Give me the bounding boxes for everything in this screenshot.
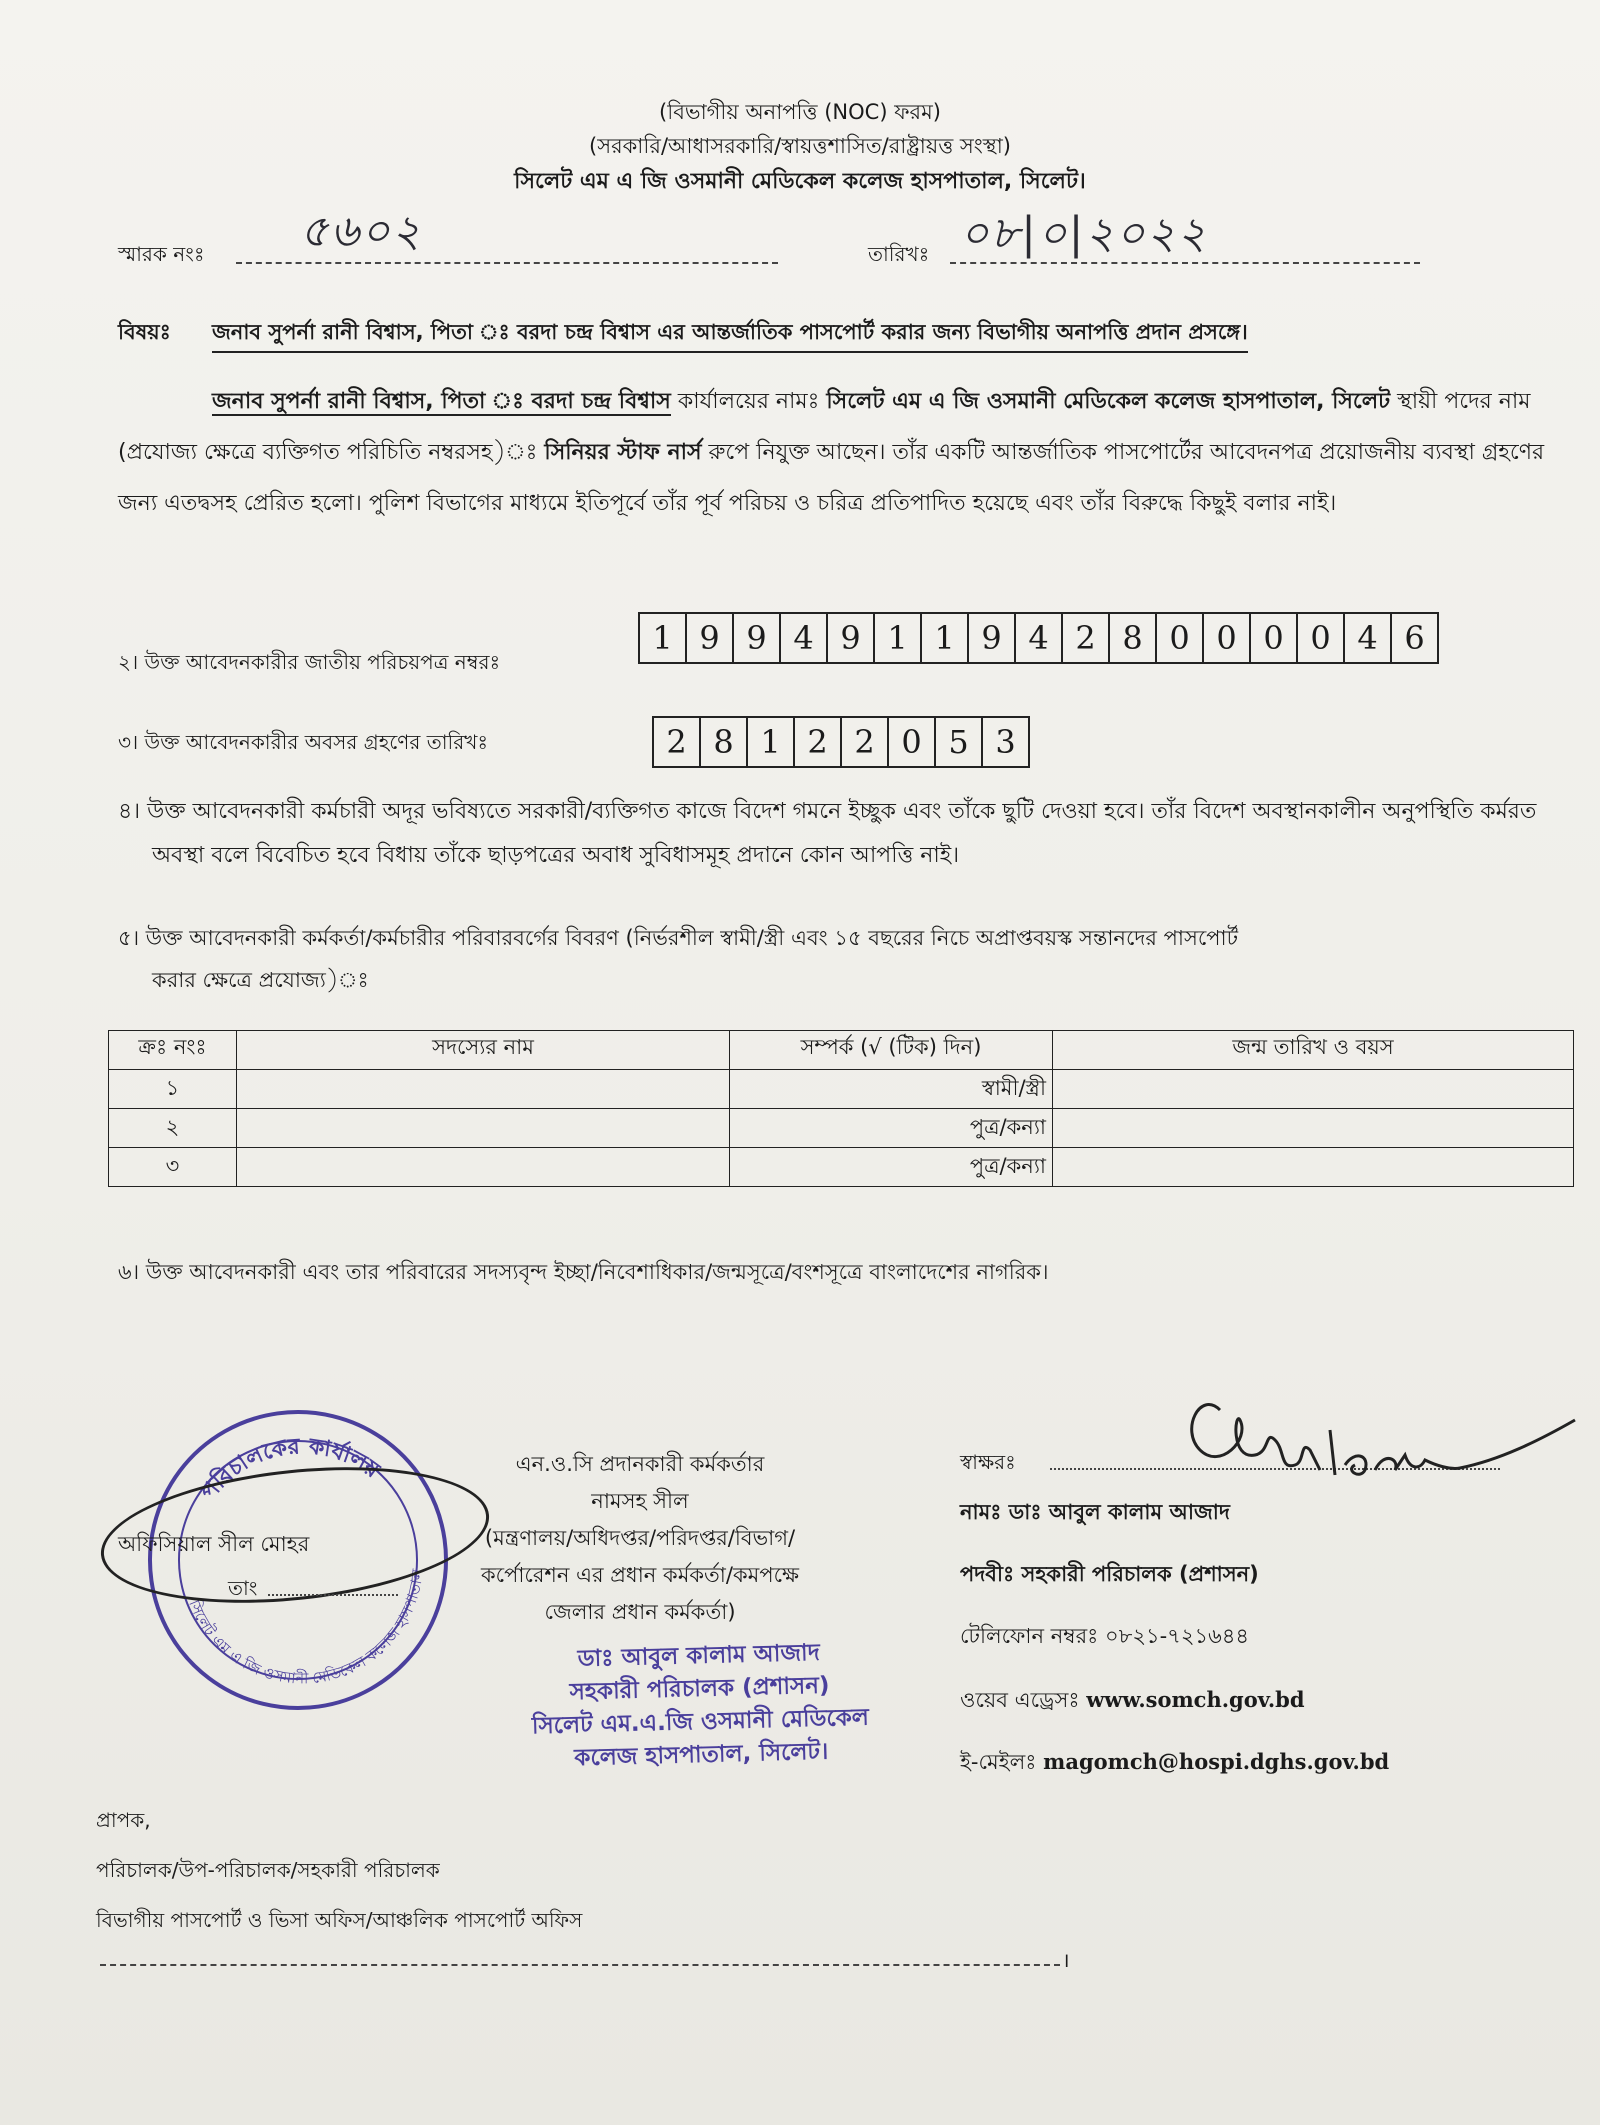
subject-label: বিষয়ঃ — [118, 320, 171, 344]
nid-digit-4: 4 — [781, 614, 828, 662]
nid-digit-13: 0 — [1204, 614, 1251, 662]
col-header-serial: ক্রঃ নংঃ — [109, 1031, 237, 1070]
table-row — [109, 1109, 1574, 1148]
nid-digit-7: 1 — [922, 614, 969, 662]
retirement-label: ৩। উক্ত আবেদনকারীর অবসর গ্রহণের তারিখঃ — [118, 730, 489, 754]
signer-name-label: নামঃ — [960, 1500, 1002, 1524]
row-1-serial: ১ — [109, 1070, 237, 1109]
name-seal-line-4: কলেজ হাসপাতাল, সিলেট। — [573, 1738, 829, 1772]
item-5-line-1: ৫। উক্ত আবেদনকারী কর্মকর্তা/কর্মচারীর পরিবারবর্গের বিবরণ (নির্ভরশীল স্বামী/স্ত্রী এবং ১৫ বছরের নিচে অপ্রাপ্তবয়স্ক সন্তানদের পাসপোর্ট — [118, 926, 1239, 950]
name-seal-line-3: সিলেট এম.এ.জি ওসমানী মেডিকেল — [531, 1704, 870, 1740]
applicant-name: জনাব সুপর্না রানী বিশ্বাস, পিতা ঃ বরদা চন্দ্র বিশ্বাস — [212, 389, 671, 414]
table-header-row — [109, 1031, 1574, 1070]
noc-line-5: জেলার প্রধান কর্মকর্তা) — [544, 1600, 736, 1624]
nid-digit-1: 1 — [640, 614, 687, 662]
memo-label: স্মারক নংঃ — [118, 242, 205, 266]
retirement-digit-4: 2 — [795, 718, 842, 766]
item-6-text: ৬। উক্ত আবেদনকারী এবং তার পরিবারের সদস্যবৃন্দ ইচ্ছা/নিবেশাধিকার/জন্মসূত্রে/বংশসূত্রে বাংলাদেশের নাগরিক। — [118, 1260, 1049, 1284]
signer-name-row — [960, 1496, 1230, 1531]
retirement-digit-boxes — [652, 716, 1030, 768]
row-3-dob[interactable] — [1053, 1148, 1574, 1187]
col-header-relation: সম্পর্ক (√ (টিক) দিন) — [730, 1031, 1053, 1070]
phone-row — [960, 1620, 1249, 1655]
recipient-label: প্রাপক, — [96, 1808, 151, 1832]
retirement-digit-2: 8 — [701, 718, 748, 766]
memo-number-handwritten: ৫৬০২ — [300, 206, 423, 257]
row-2-name[interactable] — [237, 1109, 730, 1148]
row-1-dob[interactable] — [1053, 1070, 1574, 1109]
recipient-address-line — [100, 1964, 1060, 1966]
row-1-relation[interactable]: স্বামী/স্ত্রী — [730, 1070, 1053, 1109]
web-row — [960, 1684, 1305, 1719]
web-address[interactable]: www.somch.gov.bd — [1086, 1687, 1305, 1712]
name-seal-line-2: সহকারী পরিচালক (প্রশাসন) — [569, 1672, 830, 1706]
office-name: সিলেট এম এ জি ওসমানী মেডিকেল কলেজ হাসপাতাল, সিলেট — [826, 389, 1391, 414]
signer-designation: সহকারী পরিচালক (প্রশাসন) — [1021, 1562, 1259, 1586]
seal-top-text: পরিচালকের কার্যালয় — [196, 1434, 384, 1505]
retirement-digit-8: 3 — [995, 723, 1016, 761]
nid-digit-9: 4 — [1016, 614, 1063, 662]
noc-line-2: নামসহ সীল — [591, 1489, 689, 1513]
official-seal-label: অফিসিয়াল সীল মোহর — [118, 1532, 310, 1556]
item-5-line-2: করার ক্ষেত্রে প্রযোজ্য)ঃ — [152, 968, 369, 992]
signer-name: ডাঃ আবুল কালাম আজাদ — [1008, 1500, 1230, 1524]
signature-label: স্বাক্ষরঃ — [960, 1450, 1016, 1474]
nid-digit-5: 9 — [828, 614, 875, 662]
phone-number: ০৮২১-৭২১৬৪৪ — [1105, 1624, 1250, 1648]
nid-digit-2: 9 — [687, 614, 734, 662]
nid-digit-3: 9 — [734, 614, 781, 662]
seal-date-line — [268, 1594, 398, 1596]
retirement-digit-7: 5 — [936, 718, 983, 766]
nid-digit-16: 4 — [1345, 614, 1392, 662]
retirement-digit-5: 2 — [842, 718, 889, 766]
institution-name: সিলেট এম এ জি ওসমানী মেডিকেল কলেজ হাসপাতাল, সিলেট। — [514, 169, 1086, 194]
nid-digit-10: 2 — [1063, 614, 1110, 662]
row-2-dob[interactable] — [1053, 1109, 1574, 1148]
recipient-line-2: বিভাগীয় পাসপোর্ট ও ভিসা অফিস/আঞ্চলিক পাসপোর্ট অফিস — [96, 1908, 583, 1932]
nid-digit-17: 6 — [1404, 619, 1425, 657]
col-header-name: সদস্যের নাম — [237, 1031, 730, 1070]
post-name: সিনিয়র স্টাফ নার্স — [544, 440, 702, 465]
office-label: কার্যালয়ের নামঃ — [677, 389, 820, 414]
row-3-serial: ৩ — [109, 1148, 237, 1187]
recipient-line-end-mark: । — [1062, 1948, 1070, 1972]
nid-digit-11: 8 — [1110, 614, 1157, 662]
nid-digit-8: 9 — [969, 614, 1016, 662]
officer-name-seal — [518, 1635, 881, 1776]
form-title: (বিভাগীয় অনাপত্তি (NOC) ফরম) — [659, 100, 941, 124]
row-3-name[interactable] — [237, 1148, 730, 1187]
nid-digit-6: 1 — [875, 614, 922, 662]
seal-date-label: তাং — [228, 1576, 258, 1600]
noc-line-1: এন.ও.সি প্রদানকারী কর্মকর্তার — [515, 1452, 765, 1476]
web-label: ওয়েব এড্রেসঃ — [960, 1688, 1080, 1712]
nid-digit-15: 0 — [1298, 614, 1345, 662]
designation-label: পদবীঃ — [960, 1562, 1015, 1586]
handwritten-signature — [1160, 1370, 1580, 1500]
retirement-digit-6: 0 — [889, 718, 936, 766]
intro-paragraph — [118, 376, 1550, 529]
name-seal-line-1: ডাঃ আবুল কালাম আজাদ — [577, 1639, 821, 1673]
recipient-line-1: পরিচালক/উপ-পরিচালক/সহকারী পরিচালক — [96, 1858, 440, 1882]
row-2-serial: ২ — [109, 1109, 237, 1148]
date-label: তারিখঃ — [868, 242, 930, 266]
family-members-table — [108, 1030, 1574, 1187]
table-row — [109, 1070, 1574, 1109]
intro-rest: রুপে নিযুক্ত আছেন। তাঁর একটি আন্তর্জাতিক পাসপোর্টের আবেদনপত্র প্রয়োজনীয় ব্যবস্থা গ্রহণের জন্য এতদ্বসহ প্রেরিত হলো। পুলিশ বিভাগের মাধ্যমে ইতিপূর্বে তাঁর পূর্ব পরিচয় ও চরিত্র প্রতিপাদিত হয়েছে এবং তাঁর বিরুদ্ধে কিছুই বলার নাই। — [118, 440, 1545, 516]
noc-line-4: কর্পোরেশন এর প্রধান কর্মকর্তা/কমপক্ষে — [480, 1563, 800, 1587]
item-4-text: ৪। উক্ত আবেদনকারী কর্মচারী অদূর ভবিষ্যতে সরকারী/ব্যক্তিগত কাজে বিদেশ গমনে ইচ্ছুক এবং তাঁকে ছুটি দেওয়া হবে। তাঁর বিদেশ অবস্থানকালীন অনুপস্থিতি কর্মরত অবস্থা বলে বিবেচিত হবে বিধায় তাঁকে ছাড়পত্রের অবাধ সুবিধাসমূহ প্রদানে কোন আপত্তি নাই। — [118, 799, 1537, 868]
row-3-relation[interactable]: পুত্র/কন্যা — [730, 1148, 1053, 1187]
email-label: ই-মেইলঃ — [960, 1750, 1037, 1774]
nid-digit-14: 0 — [1251, 614, 1298, 662]
seal-bottom-text: সিলেট এম এ জি ওসমানী মেডিকেল কলেজ হাসপাতাল — [185, 1568, 427, 1688]
email-row — [960, 1746, 1389, 1781]
table-row — [109, 1148, 1574, 1187]
subject-text: জনাব সুপর্না রানী বিশ্বাস, পিতা ঃ বরদা চন্দ্র বিশ্বাস এর আন্তর্জাতিক পাসপোর্ট করার জন্য বিভাগীয় অনাপত্তি প্রদান প্রসঙ্গে। — [212, 316, 1248, 353]
date-handwritten: ০৮|০|২০২২ — [960, 208, 1208, 259]
email-address[interactable]: magomch@hospi.dghs.gov.bd — [1043, 1749, 1390, 1774]
form-subtitle: (সরকারি/আধাসরকারি/স্বায়ত্তশাসিত/রাষ্ট্রায়ত্ত সংস্থা) — [589, 134, 1011, 158]
post-label: স্থায়ী পদের নাম (প্রযোজ্য ক্ষেত্রে ব্যক্তিগত পরিচিতি নম্বরসহ)ঃ — [118, 389, 1531, 465]
nid-label: ২। উক্ত আবেদনকারীর জাতীয় পরিচয়পত্র নম্বরঃ — [118, 650, 501, 674]
nid-digit-12: 0 — [1157, 614, 1204, 662]
retirement-digit-1: 2 — [654, 718, 701, 766]
col-header-dob: জন্ম তারিখ ও বয়স — [1053, 1031, 1574, 1070]
retirement-digit-3: 1 — [748, 718, 795, 766]
signer-designation-row — [960, 1558, 1259, 1593]
phone-label: টেলিফোন নম্বরঃ — [960, 1624, 1099, 1648]
noc-line-3: (মন্ত্রণালয়/অধিদপ্তর/পরিদপ্তর/বিভাগ/ — [484, 1526, 796, 1550]
nid-digit-boxes — [638, 612, 1439, 664]
row-1-name[interactable] — [237, 1070, 730, 1109]
noc-officer-caption — [470, 1446, 810, 1631]
row-2-relation[interactable]: পুত্র/কন্যা — [730, 1109, 1053, 1148]
